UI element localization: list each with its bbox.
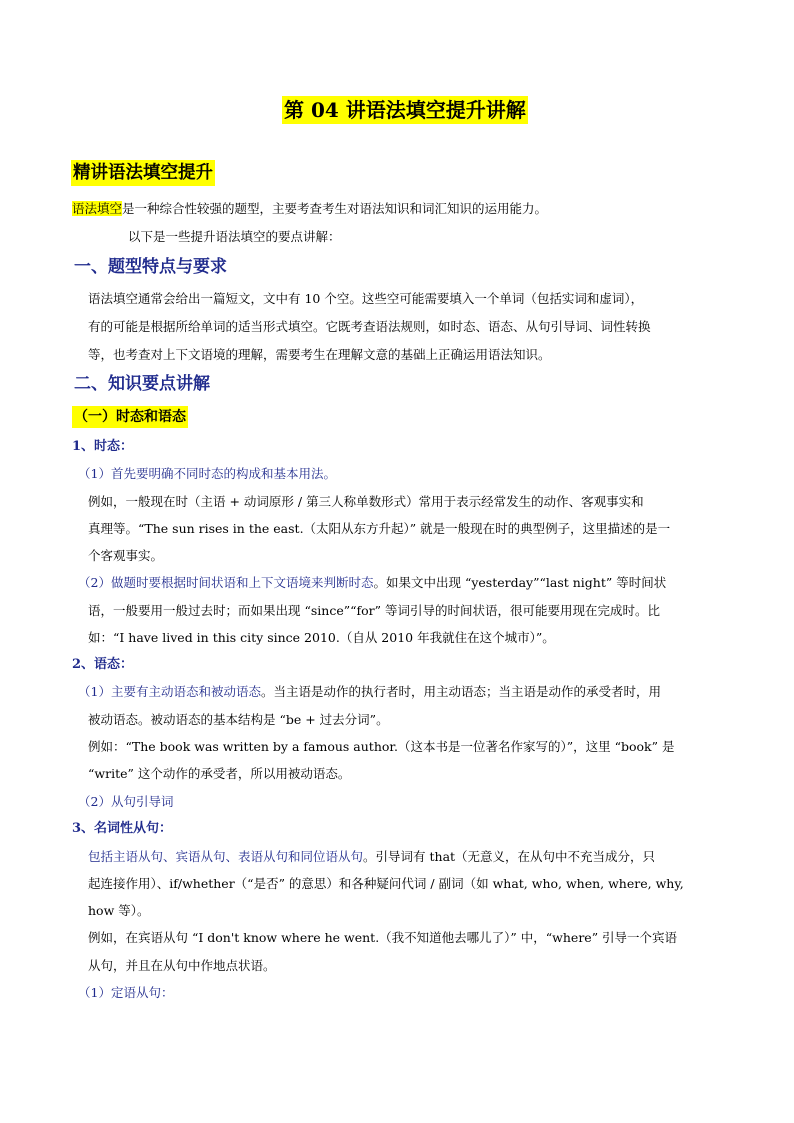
tense-heading: 1、时态： [72, 439, 134, 454]
tense-point-1-line: 例如，一般现在时（主语 + 动词原形 / 第三人称单数形式）常用于表示经常发生的动作、客观事实和 [88, 494, 644, 509]
voice-heading: 2、语态： [72, 657, 134, 672]
tense-point-2-text: 。如果文中出现 “yesterday”“last night” 等时间状 [373, 575, 667, 590]
tense-point-1-line: 个客观事实。 [88, 548, 164, 563]
tense-point-1-text: 首先要明确不同时态的构成和基本用法。 [110, 466, 336, 481]
intro-text: 是一种综合性较强的题型，主要考查考生对语法知识和词汇知识的运用能力。 [122, 201, 548, 216]
tense-point-1 [78, 465, 336, 483]
noun-clause-line: 例如，在宾语从句 “I don't know where he went.（我不知道他去哪儿了）” 中，“where” 引导一个宾语 [88, 930, 678, 945]
page-title: 第 04 讲语法填空提升讲解 [284, 98, 526, 122]
noun-clause-text: 。引导词有 that（无意义，在从句中不充当成分，只 [363, 849, 656, 864]
tense-point-2 [78, 574, 666, 592]
tense-point-1-line: 真理等。“The sun rises in the east.（太阳从东方升起）” 就是一般现在时的典型例子，这里描述的是一 [88, 521, 671, 536]
voice-point-1-emphasis: 主要有主动语态和被动语态 [110, 684, 261, 699]
section-subtitle: 精讲语法填空提升 [71, 160, 215, 186]
voice-point-1-line: “write” 这个动作的承受者，所以用被动语态。 [88, 766, 351, 781]
tense-point-2-line: 语，一般要用一般过去时；而如果出现 “since”“for” 等词引导的时间状语，很可能要用现在完成时。比 [88, 603, 660, 618]
noun-clause-line: how 等）。 [88, 903, 150, 918]
voice-point-1-line: 例如：“The book was written by a famous author.（这本书是一位著名作家写的）”，这里 “book” 是 [88, 739, 675, 754]
voice-point-1-label: （1） [78, 684, 111, 699]
voice-point-1-line: 被动语态。被动语态的基本结构是 “be + 过去分词”。 [88, 712, 389, 727]
voice-point-1-text: 。当主语是动作的执行者时，用主动语态；当主语是动作的承受者时，用 [260, 684, 661, 699]
voice-point-2: （2）从句引导词 [78, 794, 174, 809]
noun-clause-heading: 3、名词性从句： [72, 821, 173, 836]
intro-paragraph [72, 200, 547, 218]
intro-line-2: 以下是一些提升语法填空的要点讲解： [128, 229, 341, 244]
noun-clause-line [88, 848, 655, 866]
section-1-line: 有的可能是根据所给单词的适当形式填空。它既考查语法规则，如时态、语态、从句引导词、词性转换 [88, 319, 651, 334]
noun-clause-emphasis: 包括主语从句、宾语从句、表语从句和同位语从句 [88, 849, 364, 864]
tense-point-2-line: 如：“I have lived in this city since 2010.（自从 2010 年我就住在这个城市）”。 [88, 630, 555, 645]
section-1-heading: 一、题型特点与要求 [74, 257, 227, 277]
tense-point-2-emphasis: 做题时要根据时间状语和上下文语境来判断时态 [110, 575, 374, 590]
section-1-line: 等，也考查对上下文语境的理解，需要考生在理解文意的基础上正确运用语法知识。 [88, 347, 551, 362]
tense-point-2-label: （2） [78, 575, 111, 590]
section-2-heading: 二、知识要点讲解 [74, 374, 210, 394]
attributive-clause-heading: （1）定语从句： [78, 985, 174, 1000]
tense-point-1-label: （1） [78, 466, 111, 481]
noun-clause-line: 从句，并且在从句中作地点状语。 [88, 958, 276, 973]
voice-point-1 [78, 683, 661, 701]
intro-term: 语法填空 [72, 201, 123, 216]
section-1-line: 语法填空通常会给出一篇短文，文中有 10 个空。这些空可能需要填入一个单词（包括实词和虚词）， [88, 291, 644, 306]
noun-clause-line: 起连接作用）、if/whether（“是否” 的意思）和各种疑问代词 / 副词（如 what, who, when, where, why, [88, 876, 684, 891]
subsection-tense-voice: （一）时态和语态 [72, 406, 188, 428]
